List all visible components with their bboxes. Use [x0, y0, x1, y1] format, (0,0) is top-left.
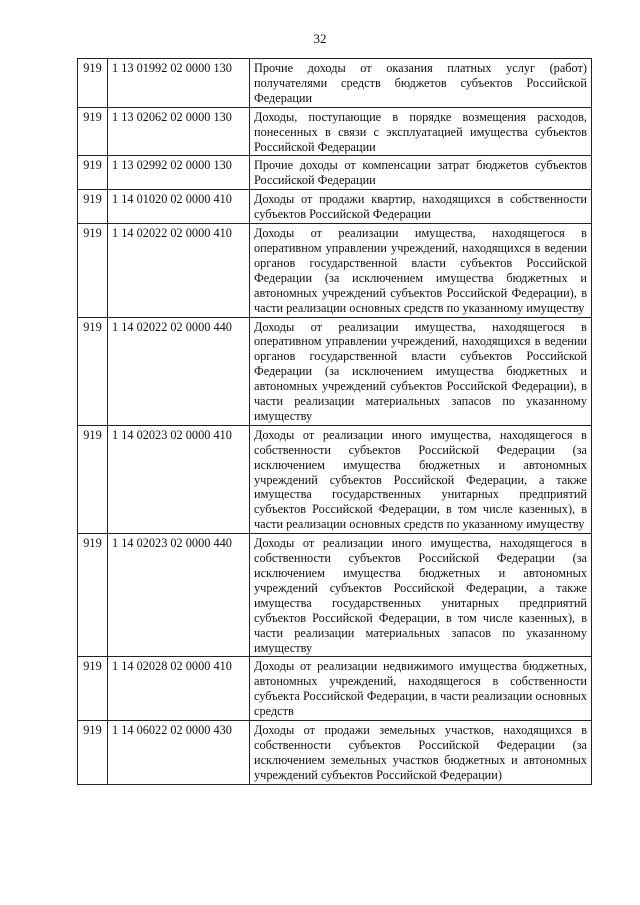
revenue-name-cell: Доходы от реализации иного имущества, находящегося в собственности субъектов Российской Федерации (за исключением имущества бюджетных и автономных учреждений субъектов Российской Федерации, а также имущества государственных унитарных предприятий субъектов Российской Федерации, в том числе казенных), в части реализации основных средств по указанному имуществу [250, 425, 592, 533]
revenue-name-cell: Прочие доходы от оказания платных услуг (работ) получателями средств бюджетов субъектов Российской Федерации [250, 59, 592, 108]
admin-code-cell: 919 [78, 107, 108, 156]
table-row [78, 59, 592, 108]
revenue-name-cell: Доходы от реализации имущества, находящегося в оперативном управлении учреждений, находящихся в ведении органов государственной власти субъектов Российской Федерации (за исключением имущества бюджетных и автономных учреждений субъектов Российской Федерации), в части реализации материальных запасов по указанному имуществу [250, 317, 592, 425]
admin-code-cell: 919 [78, 59, 108, 108]
admin-code-cell: 919 [78, 534, 108, 657]
page-number: 32 [313, 31, 327, 46]
revenue-name-cell: Доходы от реализации иного имущества, находящегося в собственности субъектов Российской Федерации (за исключением имущества бюджетных и автономных учреждений субъектов Российской Федерации, а также имущества государственных унитарных предприятий субъектов Российской Федерации, в том числе казенных), в части реализации материальных запасов по указанному имуществу [250, 534, 592, 657]
budget-classification-code-cell: 1 14 02022 02 0000 440 [108, 317, 250, 425]
table-body [78, 59, 592, 785]
budget-classification-code-cell: 1 14 02023 02 0000 440 [108, 534, 250, 657]
budget-classification-code-cell: 1 14 02023 02 0000 410 [108, 425, 250, 533]
admin-code-cell: 919 [78, 190, 108, 224]
admin-code-cell: 919 [78, 317, 108, 425]
budget-classification-code-cell: 1 13 01992 02 0000 130 [108, 59, 250, 108]
table-row [78, 317, 592, 425]
budget-classification-code-cell: 1 14 02028 02 0000 410 [108, 657, 250, 721]
budget-classification-code-cell: 1 13 02062 02 0000 130 [108, 107, 250, 156]
table-row [78, 190, 592, 224]
revenue-name-cell: Прочие доходы от компенсации затрат бюджетов субъектов Российской Федерации [250, 156, 592, 190]
table-row [78, 534, 592, 657]
table-row [78, 107, 592, 156]
revenue-name-cell: Доходы, поступающие в порядке возмещения расходов, понесенных в связи с эксплуатацией имущества субъектов Российской Федерации [250, 107, 592, 156]
revenue-name-cell: Доходы от продажи земельных участков, находящихся в собственности субъектов Российской Федерации (за исключением земельных участков бюджетных и автономных учреждений субъектов Российской Федерации) [250, 721, 592, 785]
revenue-name-cell: Доходы от реализации имущества, находящегося в оперативном управлении учреждений, находящихся в ведении органов государственной власти субъектов Российской Федерации (за исключением имущества бюджетных и автономных учреждений субъектов Российской Федерации), в части реализации основных средств по указанному имуществу [250, 224, 592, 317]
table-row [78, 425, 592, 533]
table-row [78, 721, 592, 785]
admin-code-cell: 919 [78, 721, 108, 785]
admin-code-cell: 919 [78, 156, 108, 190]
budget-classification-code-cell: 1 14 01020 02 0000 410 [108, 190, 250, 224]
budget-classification-code-cell: 1 14 06022 02 0000 430 [108, 721, 250, 785]
admin-code-cell: 919 [78, 425, 108, 533]
table-row [78, 156, 592, 190]
admin-code-cell: 919 [78, 657, 108, 721]
table-row [78, 224, 592, 317]
table-row [78, 657, 592, 721]
revenue-name-cell: Доходы от продажи квартир, находящихся в собственности субъектов Российской Федерации [250, 190, 592, 224]
revenue-codes-table [77, 58, 592, 785]
budget-classification-code-cell: 1 13 02992 02 0000 130 [108, 156, 250, 190]
budget-classification-code-cell: 1 14 02022 02 0000 410 [108, 224, 250, 317]
admin-code-cell: 919 [78, 224, 108, 317]
revenue-name-cell: Доходы от реализации недвижимого имущества бюджетных, автономных учреждений, находящегося в собственности субъекта Российской Федерации, в части реализации основных средств [250, 657, 592, 721]
